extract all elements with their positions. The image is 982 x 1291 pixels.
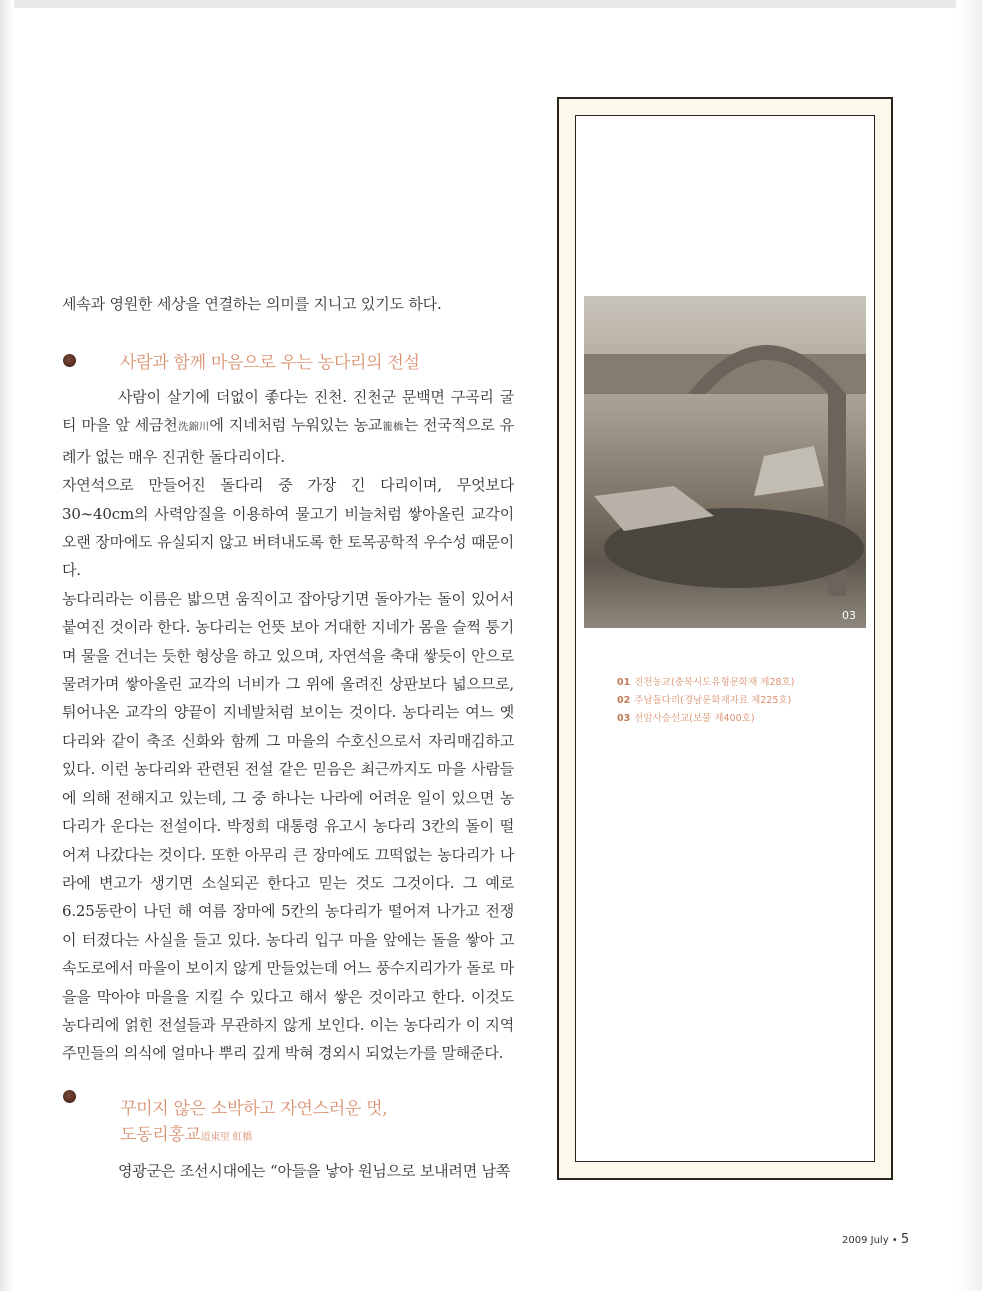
bridge-photo <box>584 296 866 628</box>
frame-inner <box>575 115 875 1162</box>
paragraph <box>62 383 514 471</box>
hanja-annotation: 洗錦川 <box>177 422 210 434</box>
caption-item: 03 선암사승선교(보물 제400호) <box>617 713 755 724</box>
intro-text <box>62 290 514 318</box>
caption-item: 02 주남돌다리(경남문화재자료 제225호) <box>617 695 792 706</box>
photo-captions <box>617 674 794 728</box>
hanja-annotation: 籠橋 <box>382 422 404 434</box>
bridge-illustration-icon <box>584 296 866 628</box>
paragraph-text: 에 지네처럼 누워있는 농교 <box>209 416 383 435</box>
footer-separator: • <box>891 1235 898 1246</box>
section-heading-line2 <box>120 1120 252 1145</box>
caption-item: 01 진천농교(충북시도유형문화재 제28호) <box>617 677 795 688</box>
intro-line: 세속과 영원한 세상을 연결하는 의미를 지니고 있기도 하다. <box>62 295 442 313</box>
section-bullet-icon <box>63 1090 76 1103</box>
page-edge <box>0 0 982 8</box>
hanja-annotation: 道東里 虹橋 <box>200 1132 253 1143</box>
section-heading: 사람과 함께 마음으로 우는 농다리의 전설 <box>120 353 420 373</box>
section-bullet-icon <box>63 354 76 367</box>
paragraph: 농다리라는 이름은 밟으면 움직이고 잡아당기면 돌아가는 돌이 있어서 붙여진 것이라 한다. 농다리는 언뜻 보아 거대한 지네가 몸을 슬쩍 퉁기며 물을 건너는 듯한 형상을 하고 있으며, 자연석을 축대 쌓듯이 안으로 물려가며 쌓아올린 교각의 너비가 그 위에 올려진 상판보다 넓으므로, 튀어나온 교각의 양끝이 지네발처럼 보이는 것이다. 농다리는 여느 옛다리와 같이 축조 신화와 함께 그 마을의 수호신으로서 자리매김하고 있다. 이런 농다리와 관련된 전설 같은 믿음은 최근까지도 마을 사람들에 의해 전해지고 있는데, 그 중 하나는 나라에 어려운 일이 있으면 농다리가 운다는 전설이다. 박정희 대통령 유고시 농다리 3칸의 돌이 떨어져 나갔다는 것이다. 또한 아무리 큰 장마에도 끄떡없는 농다리가 나라에 변고가 생기면 소실되곤 한다고 믿는 것도 그것이다. 그 예로 6.25동란이 나던 해 여름 장마에 5칸의 농다리가 떨어져 나가고 전쟁이 터졌다는 사실을 들고 있다. 농다리 입구 마을 앞에는 돌을 쌓아 고속도로에서 마을이 보이지 않게 만들었는데 어느 풍수지리가가 돌로 마을을 막아야 마을을 지킬 수 있다고 해서 쌓은 것이라고 한다. 이것도 농다리에 얽힌 전설들과 무관하지 않게 보인다. 이는 농다리가 이 지역 주민들의 의식에 얼마나 뿌리 깊게 박혀 경외시 되었는가를 말해준다. <box>62 589 514 1063</box>
section-heading: 꾸미지 않은 소박하고 자연스러운 멋, <box>120 1099 388 1119</box>
paragraph: 영광군은 조선시대에는 “아들을 낳아 원님으로 보내려면 남쪽 <box>118 1162 511 1180</box>
section-heading-text: 도동리홍교 <box>120 1125 201 1145</box>
paragraph: 자연석으로 만들어진 돌다리 중 가장 긴 다리이며, 무엇보다 30~40cm의 사력암질을 이용하여 물고기 비늘처럼 쌓아올린 교각이 오랜 장마에도 유실되지 않고 버텨내도록 한 토목공학적 우수성 때문이다. <box>62 476 514 580</box>
gutter-shadow <box>0 0 14 1291</box>
issue-date: 2009 July <box>842 1235 889 1246</box>
paragraph-text: 사람이 살기에 더없이 좋다는 진천. 진천군 문백면 구곡리 굴티 마을 앞 세금천 <box>62 388 514 435</box>
decorative-frame <box>557 97 893 1180</box>
page-footer <box>842 1232 909 1247</box>
section-body <box>62 1157 514 1185</box>
section-body <box>62 383 514 1068</box>
right-shadow <box>956 0 982 1291</box>
paragraph-text: 는 전국적으로 유례가 없는 매우 진귀한 돌다리이다. <box>62 416 514 466</box>
photo-label: 03 <box>842 609 856 622</box>
page-number: 5 <box>900 1232 910 1247</box>
